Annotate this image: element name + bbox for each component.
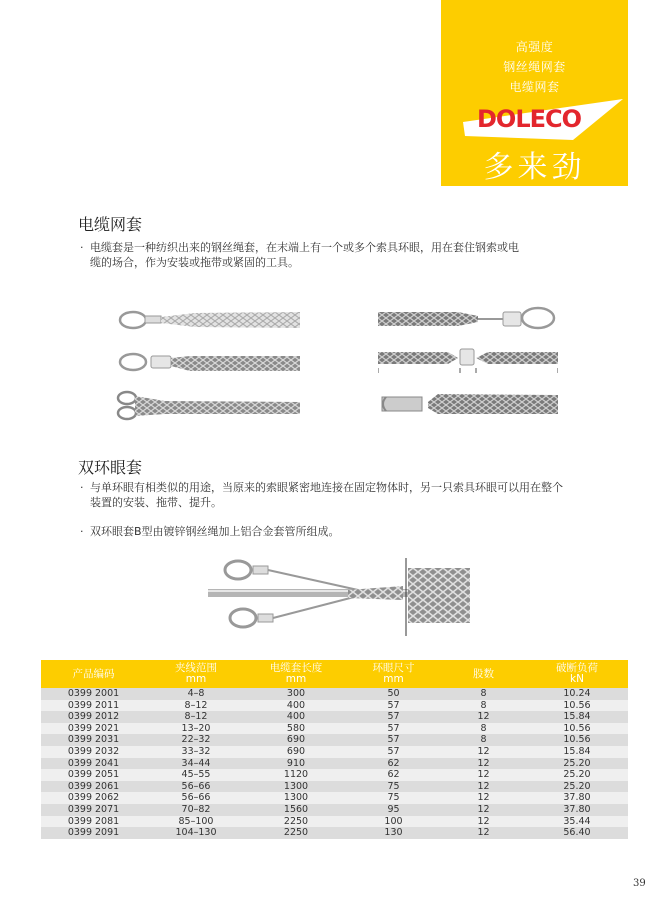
table-row: 0399 2001 4–8 300 50 8 10.24 [41,688,628,700]
bullet-dot: · [80,241,84,254]
bullet-text-cont: 装置的安装、拖带、提升。 [90,496,222,509]
table-row: 0399 2032 33–32 690 57 12 15.84 [41,746,628,758]
col-header-strands: 股数 [441,660,526,688]
section2-bullet-2 [80,524,550,539]
col-header-grip-length: 电缆套长度 mm [246,660,346,688]
table-row: 0399 2071 70–82 1560 95 12 37.80 [41,804,628,816]
col-header-clamp-range: 夹线范围 mm [146,660,246,688]
brand-line-3: 电缆网套 [509,80,560,94]
page-number: 39 [633,878,646,889]
section1-bullet-1 [80,240,550,270]
bullet-text-cont: 缆的场合，作为安装或拖带或紧固的工具。 [90,256,299,269]
section-title-cable-grip: 电缆网套 [78,215,143,234]
table-row: 0399 2031 22–32 690 57 8 10.56 [41,734,628,746]
table-row: 0399 2061 56–66 1300 75 12 25.20 [41,781,628,793]
table-row: 0399 2091 104–130 2250 130 12 56.40 [41,827,628,839]
brand-line-2: 钢丝绳网套 [503,60,566,74]
section-title-double-eye: 双环眼套 [78,458,143,477]
bullet-dot: · [80,525,84,538]
double-eye-grip-photo [198,548,473,643]
brand-panel [441,0,628,186]
table-header-row [41,660,628,688]
doleco-logo [463,96,623,140]
table-row: 0399 2051 45–55 1120 62 12 25.20 [41,769,628,781]
col-header-product-code: 产品编码 [41,660,146,688]
bullet-dot: · [80,481,84,494]
product-spec-table [41,660,628,839]
table-row: 0399 2041 34–44 910 62 12 25.20 [41,758,628,770]
table-row: 0399 2011 8–12 400 57 8 10.56 [41,700,628,712]
bullet-text: 双环眼套B型由镀锌钢丝绳加上铝合金套管所组成。 [90,525,340,538]
brand-line-1: 高强度 [515,40,554,54]
bullet-text: 电缆套是一种纺织出来的钢丝绳套，在末端上有一个或多个索具环眼，用在套住钢索或电 [90,241,519,254]
bullet-text: 与单环眼有相类似的用途，当原来的索眼紧密地连接在固定物体时，另一只索具环眼可以用在整个 [90,481,563,494]
table-row: 0399 2081 85–100 2250 100 12 35.44 [41,816,628,828]
section2-bullet-1 [80,480,590,510]
col-header-breaking-load: 破断负荷 kN [526,660,628,688]
brand-chinese-name: 多来劲 [483,150,586,185]
cable-grip-photos-right [378,300,558,425]
table-row: 0399 2012 8–12 400 57 12 15.84 [41,711,628,723]
col-header-eye-size: 环眼尺寸 mm [346,660,441,688]
table-row: 0399 2062 56–66 1300 75 12 37.80 [41,792,628,804]
table-row: 0399 2021 13–20 580 57 8 10.56 [41,723,628,735]
cable-grip-photos-left [115,300,305,425]
logo-text: DOLECO [477,105,582,133]
